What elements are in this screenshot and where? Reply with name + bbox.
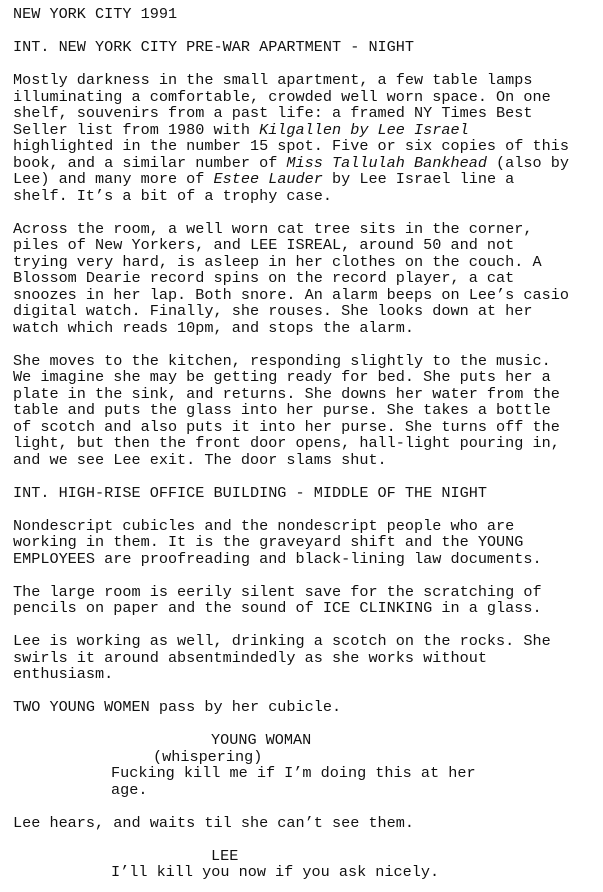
text-run: swirls it around absentmindedly as she works without [13,648,487,667]
text-run: EMPLOYEES are proofreading and black-lining law documents. [13,549,542,568]
action [13,72,601,204]
action-line [13,221,601,238]
text-run: Across the room, a well worn cat tree sits in the corner, [13,219,533,238]
paragraph-gap [13,336,601,353]
character-line [13,732,601,749]
screenplay-page [13,6,601,881]
action-line [13,666,601,683]
dialogue-line [13,782,601,799]
text-run: Lee hears, and waits til she can’t see them. [13,813,415,832]
text-run: and we see Lee exit. The door slams shut. [13,450,387,469]
action-line [13,633,601,650]
text-run: YOUNG WOMAN [211,731,312,749]
paragraph-gap [13,683,601,700]
text-run: by Lee Israel line a [322,170,515,188]
action-line [13,452,601,469]
paragraph-gap [13,716,601,733]
action-line [13,254,601,271]
action-line [13,699,601,716]
text-run: Mostly darkness in the small apartment, a few table lamps [13,71,533,89]
action-line [13,270,601,287]
action-line [13,171,601,188]
text-run: book, and a similar number of [13,153,287,172]
text-run: working in them. It is the graveyard shift and the YOUNG [13,533,524,551]
text-run: The large room is eerily silent save for the scratching of [13,582,542,601]
action-line [13,105,601,122]
action-line [13,551,601,568]
text-run: age. [111,780,148,799]
dialogue-block [13,732,601,798]
heading [13,6,601,23]
text-run: light, but then the front door opens, hall-light pouring in, [13,434,560,452]
text-run: plate in the sink, and returns. She downs her water from the [13,384,560,403]
text-run: INT. HIGH-RISE OFFICE BUILDING - MIDDLE OF THE NIGHT [13,483,487,502]
italic-title: Miss Tallulah Bankhead [286,153,487,172]
text-run: Blossom Dearie record spins on the record player, a cat [13,269,515,287]
text-run: of scotch and also puts it into her purse. She turns off the [13,417,560,436]
text-run: table and puts the glass into her purse. She takes a bottle [13,401,551,419]
action-line [13,518,601,535]
action-line [13,72,601,89]
dialogue-block [13,848,601,881]
action-line [13,188,601,205]
paragraph-gap [13,204,601,221]
text-run: digital watch. Finally, she rouses. She looks down at her [13,302,533,320]
dialogue-line [13,864,601,881]
character-line [13,848,601,865]
action-line [13,650,601,667]
action [13,221,601,337]
text-run: (also by [486,153,569,172]
heading-line [13,6,601,23]
text-run: We imagine she may be getting ready for bed. She puts her a [13,368,551,386]
action-line [13,122,601,139]
action-line [13,320,601,337]
action [13,584,601,617]
action-line [13,402,601,419]
text-run: NEW YORK CITY 1991 [13,5,178,23]
scene-heading [13,39,601,56]
action [13,699,601,716]
paragraph-gap [13,56,601,73]
action-line [13,600,601,617]
text-run: shelf. It’s a bit of a trophy case. [13,186,332,205]
text-run: Lee) and many more of [13,170,214,188]
action-line [13,386,601,403]
action [13,353,601,469]
action [13,633,601,683]
action-line [13,435,601,452]
text-run: (whispering) [153,747,263,766]
action-line [13,419,601,436]
action-line [13,353,601,370]
parenthetical-line [13,749,601,766]
text-run: Fucking kill me if I’m doing this at her [111,764,476,782]
action [13,518,601,568]
text-run: Nondescript cubicles and the nondescript people who are [13,516,515,535]
text-run: Seller list from 1980 with [13,120,260,139]
text-run: Lee is working as well, drinking a scotch on the rocks. She [13,632,551,650]
text-run: I’ll kill you now if you ask nicely. [111,863,440,881]
italic-title: Estee Lauder [213,170,323,188]
text-run: pencils on paper and the sound of ICE CLINKING in a glass. [13,599,542,617]
text-run: highlighted in the number 15 spot. Five or six copies of this [13,137,569,155]
text-run: illuminating a comfortable, crowded well worn space. On one [13,87,551,106]
action-line [13,89,601,106]
text-run: trying very hard, is asleep in her clothes on the couch. A [13,252,542,271]
action-line [13,303,601,320]
action-line [13,287,601,304]
text-run: INT. NEW YORK CITY PRE-WAR APARTMENT - NIGHT [13,38,415,56]
paragraph-gap [13,798,601,815]
dialogue-line [13,765,601,782]
action-line [13,138,601,155]
text-run: piles of New Yorkers, and LEE ISREAL, around 50 and not [13,236,515,254]
text-run: snoozes in her lap. Both snore. An alarm beeps on Lee’s casio [13,285,569,304]
scene-heading [13,485,601,502]
text-run: LEE [211,846,239,865]
text-run: shelf, souvenirs from a past life: a framed NY Times Best [13,104,533,122]
action [13,815,601,832]
action-line [13,534,601,551]
italic-title: Kilgallen by Lee Israel [259,120,469,139]
scene-heading-line [13,485,601,502]
paragraph-gap [13,567,601,584]
text-run: TWO YOUNG WOMEN pass by her cubicle. [13,698,342,716]
text-run: watch which reads 10pm, and stops the alarm. [13,318,415,337]
paragraph-gap [13,617,601,634]
action-line [13,584,601,601]
text-run: She moves to the kitchen, responding slightly to the music. [13,351,551,370]
action-line [13,237,601,254]
text-run: enthusiasm. [13,665,114,683]
paragraph-gap [13,501,601,518]
paragraph-gap [13,831,601,848]
paragraph-gap [13,468,601,485]
action-line [13,155,601,172]
action-line [13,369,601,386]
scene-heading-line [13,39,601,56]
paragraph-gap [13,23,601,40]
action-line [13,815,601,832]
